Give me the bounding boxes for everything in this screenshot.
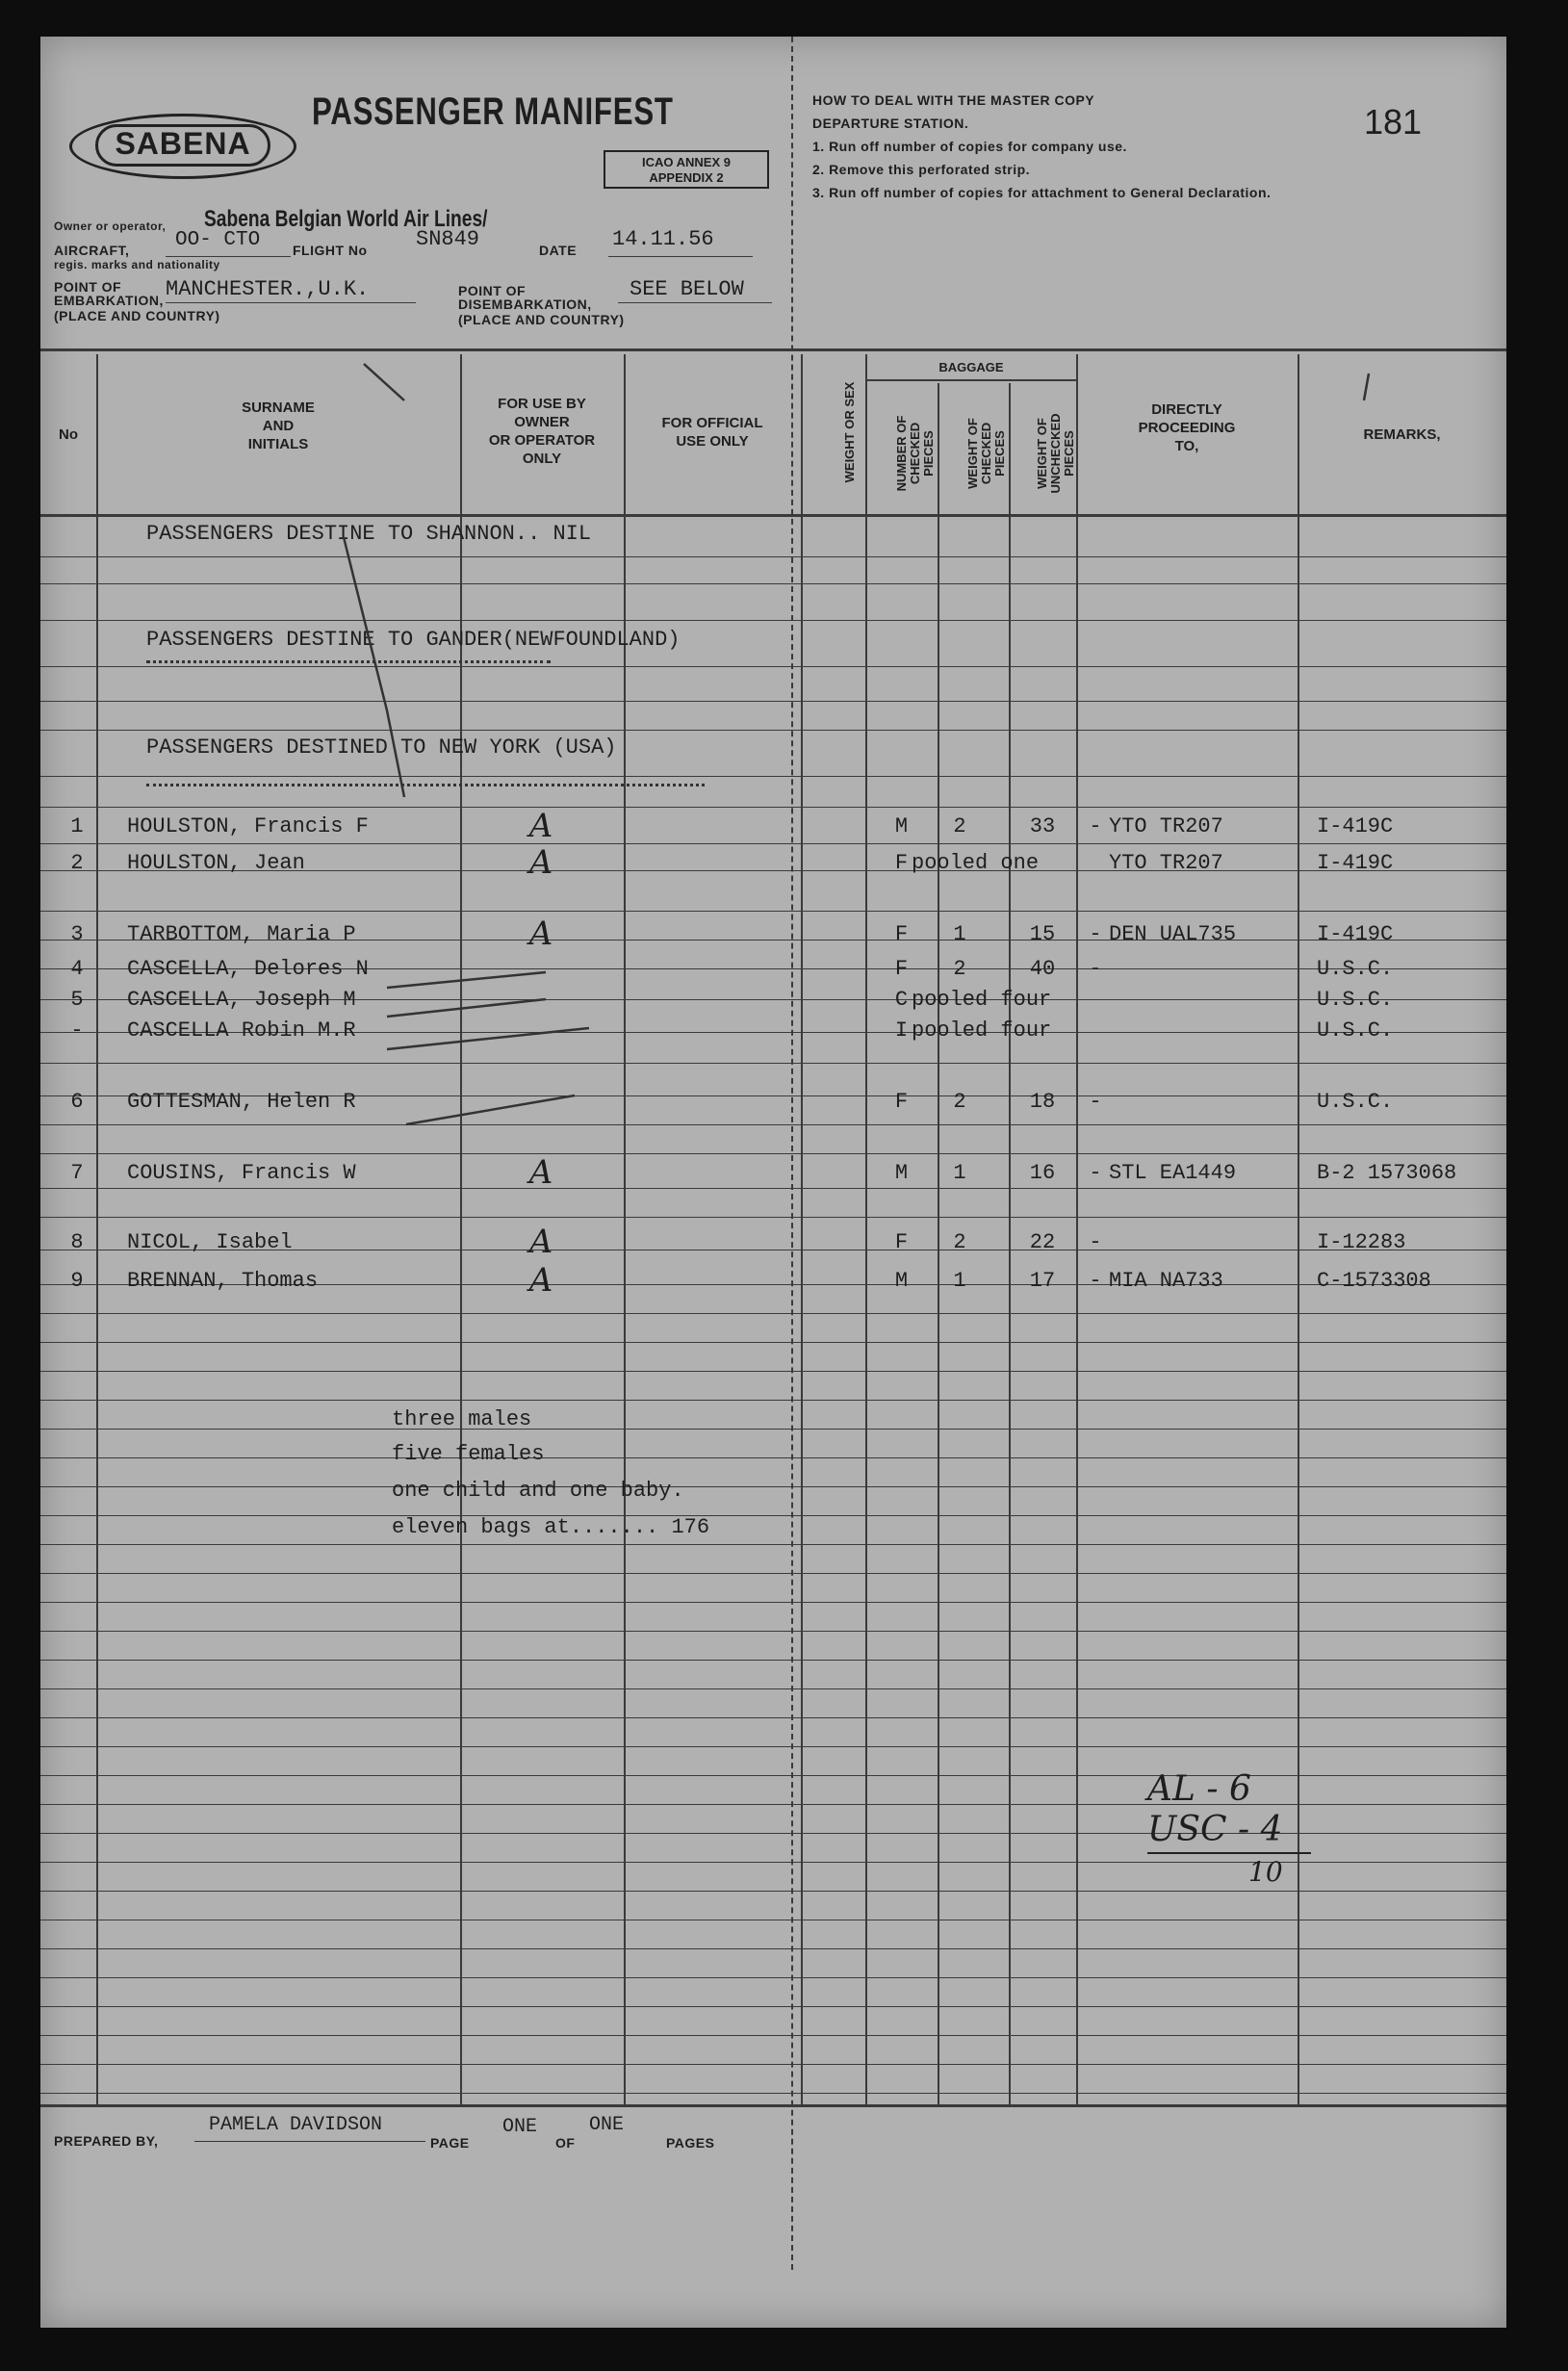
cell-no: 4 bbox=[70, 957, 84, 981]
cell-unchecked: - bbox=[1089, 1230, 1102, 1254]
col-header-owner-use-3: OR OPERATOR bbox=[488, 432, 596, 449]
col-header-owner-use-2: OWNER bbox=[514, 414, 570, 430]
tally-underline bbox=[1147, 1852, 1311, 1854]
section-gander: PASSENGERS DESTINE TO GANDER(NEWFOUNDLAND) bbox=[146, 628, 681, 652]
cell-remarks: I-419C bbox=[1317, 922, 1394, 946]
col-header-weight-sex: WEIGHT OR SEX bbox=[842, 381, 857, 483]
page-title: PASSENGER MANIFEST bbox=[312, 90, 674, 133]
col-header-owner-use-4: ONLY bbox=[522, 451, 562, 467]
instruction-2: 2. Remove this perforated strip. bbox=[812, 162, 1031, 177]
col-header-proceeding-3: TO, bbox=[1174, 438, 1199, 454]
aircraft-label: AIRCRAFT, bbox=[54, 243, 130, 258]
aircraft-value: OO- CTO bbox=[175, 229, 261, 251]
cell-mark: A bbox=[528, 843, 553, 882]
cell-no: 2 bbox=[70, 851, 84, 875]
date-value: 14.11.56 bbox=[612, 227, 714, 251]
col-header-owner-use-1: FOR USE BY bbox=[498, 396, 586, 412]
cell-mark: A bbox=[528, 807, 553, 845]
cell-weight: 33 bbox=[1029, 814, 1056, 838]
col-header-checked-weight-3: PIECES bbox=[992, 430, 1007, 477]
tally-al: AL - 6 bbox=[1147, 1769, 1251, 1809]
cell-sex: C bbox=[894, 988, 909, 1012]
cell-name: NICOL, Isabel bbox=[127, 1230, 293, 1254]
embark-sub: (PLACE AND COUNTRY) bbox=[54, 308, 220, 323]
col-header-surname-1: SURNAME bbox=[242, 399, 315, 416]
embark-value: MANCHESTER.,U.K. bbox=[166, 277, 370, 301]
cell-proceeding: STL EA1449 bbox=[1109, 1161, 1237, 1185]
col-header-checked-weight-2: CHECKED bbox=[979, 422, 993, 485]
cell-no: 8 bbox=[70, 1230, 84, 1254]
embark-label-2: EMBARKATION, bbox=[54, 293, 164, 308]
cell-pieces: 2 bbox=[953, 1230, 966, 1254]
instruction-3: 3. Run off number of copies for attachment to General Declaration. bbox=[812, 185, 1272, 200]
cell-mark: A bbox=[528, 1261, 553, 1300]
embark-label-1: POINT OF bbox=[54, 279, 122, 295]
cell-name: BRENNAN, Thomas bbox=[127, 1269, 319, 1293]
cell-name: HOULSTON, Jean bbox=[127, 851, 305, 875]
col-header-baggage: BAGGAGE bbox=[938, 360, 1004, 374]
cell-weight: 18 bbox=[1029, 1090, 1056, 1114]
cell-unchecked: - bbox=[1089, 957, 1102, 981]
cell-no: 7 bbox=[70, 1161, 84, 1185]
col-header-checked-num-1: NUMBER OF bbox=[894, 415, 909, 492]
cell-sex: F bbox=[894, 851, 909, 875]
cell-name: CASCELLA, Delores N bbox=[127, 957, 369, 981]
disembark-value: SEE BELOW bbox=[630, 277, 744, 301]
prepared-value: PAMELA DAVIDSON bbox=[209, 2114, 383, 2136]
prepared-label: PREPARED BY, bbox=[54, 2133, 159, 2149]
page-label: PAGE bbox=[430, 2135, 470, 2151]
summary-2: five females bbox=[392, 1442, 545, 1466]
logo-text: SABENA bbox=[115, 126, 251, 161]
owner-value: Sabena Belgian World Air Lines/ bbox=[204, 206, 488, 232]
cell-no: 3 bbox=[70, 922, 84, 946]
cell-no: - bbox=[70, 1018, 84, 1043]
cell-no: 1 bbox=[70, 814, 84, 838]
col-header-checked-weight-1: WEIGHT OF bbox=[965, 418, 980, 489]
cell-pieces: 2 bbox=[953, 1090, 966, 1114]
cell-weight: 15 bbox=[1029, 922, 1056, 946]
cell-remarks: C-1573308 bbox=[1317, 1269, 1431, 1293]
col-header-official-use-1: FOR OFFICIAL bbox=[661, 415, 763, 431]
cell-mark: A bbox=[528, 915, 553, 953]
instruction-1: 1. Run off number of copies for company use. bbox=[812, 139, 1127, 154]
col-header-surname-3: INITIALS bbox=[247, 436, 309, 452]
disembark-label-1: POINT OF bbox=[458, 283, 527, 298]
col-header-unchecked-weight-1: WEIGHT OF bbox=[1035, 418, 1049, 489]
cell-unchecked: - bbox=[1089, 922, 1102, 946]
col-header-proceeding-2: PROCEEDING bbox=[1138, 420, 1236, 436]
cell-remarks: U.S.C. bbox=[1317, 1090, 1394, 1114]
cell-pieces: 2 bbox=[953, 957, 966, 981]
section-new-york: PASSENGERS DESTINED TO NEW YORK (USA) bbox=[146, 735, 617, 760]
page-value: ONE bbox=[502, 2116, 538, 2138]
cell-proceeding: YTO TR207 bbox=[1109, 814, 1223, 838]
cell-sex: M bbox=[894, 1161, 909, 1185]
flight-label: FLIGHT No bbox=[293, 243, 368, 258]
prepared-underline bbox=[194, 2141, 425, 2142]
cell-weight: 22 bbox=[1029, 1230, 1056, 1254]
cell-no: 6 bbox=[70, 1090, 84, 1114]
flight-value: SN849 bbox=[416, 227, 480, 251]
cell-pieces: 1 bbox=[953, 1161, 966, 1185]
summary-3: one child and one baby. bbox=[392, 1479, 684, 1503]
cell-sex: F bbox=[894, 1230, 909, 1254]
cell-sex: F bbox=[894, 922, 909, 946]
cell-weight: 16 bbox=[1029, 1161, 1056, 1185]
pages-label: PAGES bbox=[666, 2135, 715, 2151]
cell-weight: 40 bbox=[1029, 957, 1056, 981]
cell-pieces: pooled one bbox=[912, 851, 1040, 875]
cell-name: CASCELLA, Joseph M bbox=[127, 988, 356, 1012]
cell-unchecked: - bbox=[1089, 1090, 1102, 1114]
col-header-checked-num-2: CHECKED bbox=[908, 422, 922, 485]
of-value: ONE bbox=[589, 2114, 625, 2136]
cell-sex: M bbox=[894, 1269, 909, 1293]
cell-unchecked: - bbox=[1089, 1161, 1102, 1185]
col-header-unchecked-weight-3: PIECES bbox=[1062, 430, 1076, 477]
cell-unchecked: - bbox=[1089, 1269, 1102, 1293]
col-header-official-use-2: USE ONLY bbox=[676, 433, 749, 450]
cell-pieces: 1 bbox=[953, 1269, 966, 1293]
cell-sex: F bbox=[894, 1090, 909, 1114]
col-header-no: No bbox=[59, 426, 78, 443]
cell-sex: M bbox=[894, 814, 909, 838]
cell-proceeding: DEN UAL735 bbox=[1109, 922, 1237, 946]
icao-line-2: APPENDIX 2 bbox=[649, 170, 724, 185]
page-number: 181 bbox=[1364, 102, 1423, 142]
col-header-surname-2: AND bbox=[262, 418, 295, 434]
col-header-checked-num-3: PIECES bbox=[921, 430, 936, 477]
cell-pieces: pooled four bbox=[912, 1018, 1052, 1043]
disembark-label-2: DISEMBARKATION, bbox=[458, 296, 592, 312]
cell-proceeding: YTO TR207 bbox=[1109, 851, 1223, 875]
cell-proceeding: MIA NA733 bbox=[1109, 1269, 1223, 1293]
cell-pieces: pooled four bbox=[912, 988, 1052, 1012]
col-header-proceeding-1: DIRECTLY bbox=[1151, 401, 1222, 418]
icao-line-1: ICAO ANNEX 9 bbox=[642, 155, 731, 169]
of-label: OF bbox=[555, 2135, 576, 2151]
cell-pieces: 2 bbox=[953, 814, 966, 838]
cell-mark: A bbox=[528, 1153, 553, 1192]
section-shannon: PASSENGERS DESTINE TO SHANNON.. NIL bbox=[146, 522, 592, 546]
cell-name: COUSINS, Francis W bbox=[127, 1161, 356, 1185]
owner-label: Owner or operator, bbox=[54, 219, 167, 233]
aircraft-sub: regis. marks and nationality bbox=[54, 258, 220, 271]
cell-remarks: I-12283 bbox=[1317, 1230, 1406, 1254]
pen-strokes bbox=[40, 37, 1506, 2328]
cell-remarks: U.S.C. bbox=[1317, 957, 1394, 981]
summary-1: three males bbox=[392, 1407, 532, 1431]
cell-name: TARBOTTOM, Maria P bbox=[127, 922, 356, 946]
cell-remarks: I-419C bbox=[1317, 851, 1394, 875]
col-header-remarks: REMARKS, bbox=[1363, 426, 1441, 443]
summary-4: eleven bags at....... 176 bbox=[392, 1515, 710, 1539]
tally-total: 10 bbox=[1248, 1856, 1283, 1888]
cell-remarks: U.S.C. bbox=[1317, 988, 1394, 1012]
cell-sex: F bbox=[894, 957, 909, 981]
col-header-unchecked-weight-2: UNCHECKED bbox=[1048, 413, 1063, 494]
cell-no: 9 bbox=[70, 1269, 84, 1293]
disembark-sub: (PLACE AND COUNTRY) bbox=[458, 312, 625, 327]
cell-name: GOTTESMAN, Helen R bbox=[127, 1090, 356, 1114]
cell-no: 5 bbox=[70, 988, 84, 1012]
cell-sex: I bbox=[894, 1018, 909, 1043]
cell-name: HOULSTON, Francis F bbox=[127, 814, 369, 838]
cell-name: CASCELLA Robin M.R bbox=[127, 1018, 356, 1043]
manifest-sheet bbox=[40, 37, 1506, 2328]
instructions-heading: HOW TO DEAL WITH THE MASTER COPY bbox=[812, 92, 1095, 108]
tally-usc: USC - 4 bbox=[1147, 1810, 1283, 1849]
instructions-station: DEPARTURE STATION. bbox=[812, 116, 969, 131]
cell-mark: A bbox=[528, 1223, 553, 1261]
cell-pieces: 1 bbox=[953, 922, 966, 946]
date-label: DATE bbox=[539, 243, 578, 258]
cell-remarks: B-2 1573068 bbox=[1317, 1161, 1457, 1185]
cell-weight: 17 bbox=[1029, 1269, 1056, 1293]
cell-remarks: U.S.C. bbox=[1317, 1018, 1394, 1043]
cell-unchecked: - bbox=[1089, 814, 1102, 838]
cell-remarks: I-419C bbox=[1317, 814, 1394, 838]
